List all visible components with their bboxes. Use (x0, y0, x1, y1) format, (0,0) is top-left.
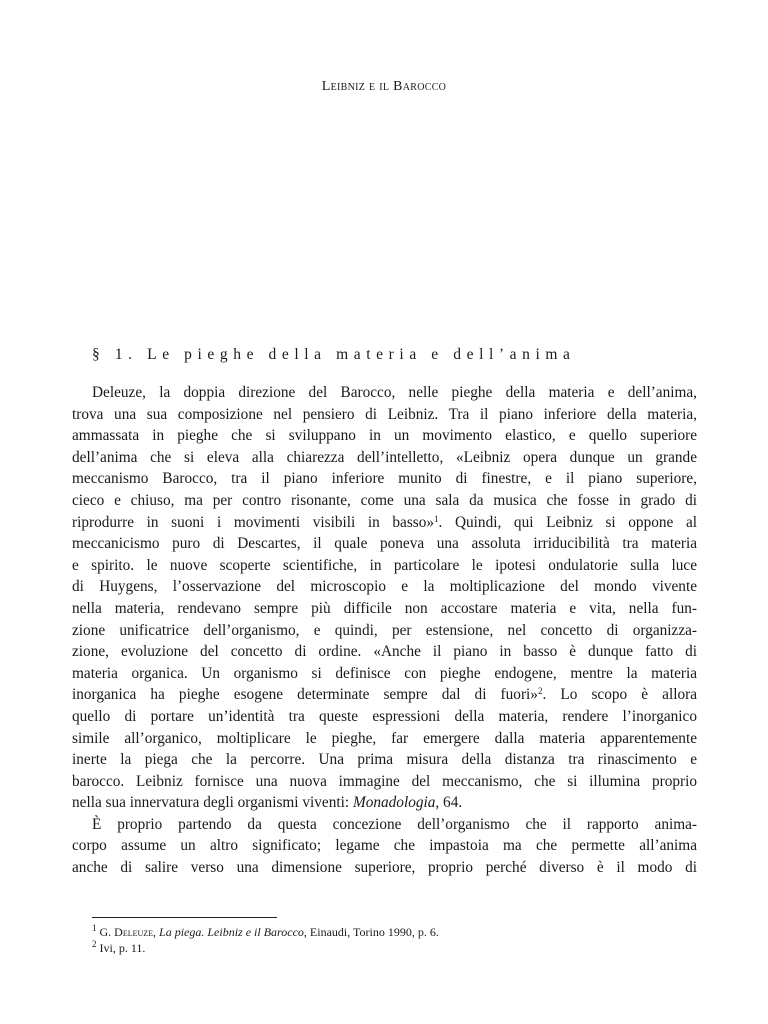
text-line (72, 382, 697, 404)
footnotes (92, 924, 439, 956)
text-line (72, 555, 697, 577)
text-line-part: simile all’organico, moltiplicare le pieghe, far emergere dalla materia apparentemente (72, 729, 697, 747)
text-line-part: zione unificatrice dell’organismo, e quindi, per estensione, nel concetto di organizza- (72, 621, 697, 639)
text-line-part: inerte la piega che la percorre. Una prima misura della distanza tra rinascimento e (72, 751, 697, 769)
footnote-mark: 2 (92, 939, 97, 949)
text-line (72, 447, 697, 469)
footnote-ref-2: 2 (537, 686, 543, 697)
text-line (72, 490, 697, 512)
footnote-ref-1: 1 (434, 513, 439, 524)
text-line-part: trova una sua composizione nel pensiero di Leibniz. Tra il piano inferiore della materia, (72, 405, 697, 423)
text-line-part: cieco e chiuso, ma per contro risonante, come una sala da musica che fosse in grado di (72, 491, 697, 509)
footnote-rest: , Einaudi, Torino 1990, p. 6. (303, 925, 439, 939)
text-line (72, 598, 697, 620)
text-line-part: barocco. Leibniz fornisce una nuova immagine del meccanismo, che si illumina proprio (72, 772, 697, 790)
text-line-part: anche di salire verso una dimensione superiore, proprio perché diverso è il modo di (72, 859, 697, 877)
text-line-part: meccanismo Barocco, tra il piano inferiore munito di finestre, e il piano superiore, (72, 470, 697, 488)
text-line (72, 814, 697, 836)
text-line-part: meccanicismo puro di Descartes, il quale poneva una assoluta irriducibilità tra materia (72, 535, 697, 553)
text-line-part: materia organica. Un organismo si definisce con pieghe endogene, mentre la materia (72, 664, 697, 682)
text-line (72, 512, 697, 534)
footnote-text: Ivi, p. 11. (99, 941, 146, 955)
footnote-title: La piega. Leibniz e il Barocco (159, 925, 304, 939)
running-head (0, 79, 768, 95)
text-line (72, 641, 697, 663)
text-line-part: dell’anima che si eleva alla chiarezza dell’intelletto, «Leibniz opera dunque un grande (72, 448, 697, 466)
running-head-second: Barocco (393, 79, 447, 94)
text-line (72, 468, 697, 490)
text-line (72, 684, 697, 706)
text-line (72, 835, 697, 857)
footnote-2 (92, 940, 439, 956)
section-heading: § 1. Le pieghe della materia e dell’anima (92, 346, 576, 363)
running-head-first: Leibniz e il (321, 79, 394, 94)
text-line-part: riprodurre in suoni i movimenti visibili in basso» (72, 513, 435, 531)
text-line-part: . Quindi, qui Leibniz si oppone al (438, 513, 697, 531)
text-line-part: quello di portare un’identità tra queste espressioni della materia, rendere l’inorganico (72, 707, 697, 725)
text-line-part: nella sua innervatura degli organismi viventi: (72, 794, 353, 812)
footnote-1 (92, 924, 439, 940)
text-line-part: zione, evoluzione del concetto di ordine. «Anche il piano in basso è dunque fatto di (72, 643, 697, 661)
text-line-part: ammassata in pieghe che si sviluppano in un movimento elastico, e quello superiore (72, 427, 697, 445)
text-line (72, 771, 697, 793)
footnote-rule (92, 917, 277, 918)
text-line (72, 404, 697, 426)
footnote-author: G. Deleuze (99, 925, 154, 939)
text-line-part: È proprio partendo da questa concezione dell’organismo che il rapporto anima- (92, 815, 697, 833)
text-line-part: nella materia, rendevano sempre più difficile non accostare materia e vita, nella fun- (72, 599, 697, 617)
body-text (72, 382, 697, 879)
text-line-part: , 64. (435, 794, 463, 812)
text-line (72, 857, 697, 879)
text-line (72, 576, 697, 598)
text-line (72, 533, 697, 555)
text-line-part: Deleuze, la doppia direzione del Barocco, nelle pieghe della materia e dell’anima, (92, 384, 697, 401)
work-title: Monadologia (352, 794, 436, 812)
text-line (72, 728, 697, 750)
text-line (72, 792, 697, 814)
text-line (72, 706, 697, 728)
footnote-mark: 1 (92, 923, 97, 933)
text-line-part: . Lo scopo è allora (542, 686, 697, 704)
text-line-part: di Huygens, l’osservazione del microscopio e la moltiplicazione del mondo vivente (72, 578, 697, 596)
text-line (72, 749, 697, 771)
text-line (72, 425, 697, 447)
text-line (72, 663, 697, 685)
text-line-part: inorganica ha pieghe esogene determinate sempre dal di fuori» (72, 686, 538, 704)
text-line-part: e spirito. le nuove scoperte scientifiche, in particolare le ipotesi ondulatorie sulla luce (72, 556, 697, 574)
text-line-part: corpo assume un altro significato; legame che impastoia ma che permette all’anima (72, 837, 697, 855)
text-line (72, 620, 697, 642)
footnote-sep: , (153, 925, 160, 939)
